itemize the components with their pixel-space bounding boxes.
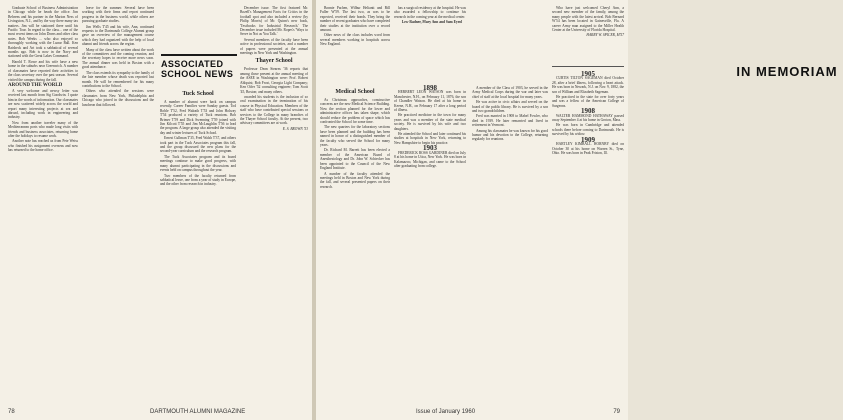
year-1905: 1905 xyxy=(581,70,595,78)
around-the-world-heading: AROUND THE WORLD xyxy=(8,82,63,88)
left-signature: E. S. BROWN '53 xyxy=(282,126,308,131)
right-col1-text: Bonnie Pachen, Wilbur Heliantt and Bill Fuller W'59. The last two, as was to be expected, received their bonds. They bring the number of recent graduates who have completed their studies at the institution over a record amount. xyxy=(320,6,390,33)
right-page-number: 79 xyxy=(613,409,620,415)
masthead-line-2: SCHOOL NEWS xyxy=(161,69,234,79)
tuck-school-heading: Tuck School xyxy=(182,91,214,97)
masthead-line-1: ASSOCIATED xyxy=(161,59,224,69)
year-1898: 1898 xyxy=(423,84,437,92)
obit-1905-text: CURTIS TILTON SAGEMAN died October 28, after a brief illness, following a heart attack. He was born in Newark, N.J. on Nov. 9, 1882, the son of William and Elizabeth Sageman. xyxy=(552,76,624,94)
associated-school-news-masthead xyxy=(161,54,237,82)
obit-1909-text: HARTLEY KIMBALL HORNBY died on October 30 at his home on Warren St., Tyne, Ohio. He was born in Peak Friston, Ill. xyxy=(552,142,624,155)
year-1909: 1909 xyxy=(581,135,595,144)
right-page xyxy=(316,0,838,420)
title-rule xyxy=(552,66,624,67)
left-col3-text: December issue. The first featured Mr. Bozell's Management Facts for Critics in the football spot and also included a review (by Philip Morris) of Mr. Quinn's new book, 'Textbooks for Industrial Research.' The December issue included Mr. Ropes's 'Ways to Serve in Not as You Talk.' xyxy=(240,6,308,37)
in-memoriam-title: IN MEMORIAM xyxy=(736,64,838,79)
left-page xyxy=(0,0,312,420)
left-column-3: Tuck School A number of alumni were back on campus recently. Career Families were Sunday guests. Tod Roble T'52, Fred Walrath T'53 and John Holway T'54 produced a variety of Tuck reunions. Bob Brimer T'59 and Dick Swenning T'59 joined with Jim Kilcott T'55 and Jim McLaughlin T'56 to lead the program. A large group also attended the visiting day and winter lectures of Tuck School. Ernest Cullman T'35, Fred Walsh T'37, and others took part in the Tuck Associates program this fall, and the group discussed the new plans for the second-year curriculum and the research program. The Tuck Associates program and its board meetings continue to make good progress, with many alumni participating in the discussions and events held on campus throughout the year. Two members of the faculty returned from sabbatical leave, one from a year of study in Europe, and the other from research in industry. xyxy=(160,91,236,187)
left-column-2: leave for the summer. Several have been working with their firms and report continued progress in the business world, while others are pursuing graduate studies. Jim Wells T'45 and his wife, Ann, continued requests to the Dartmouth College Alumni group gave an overview of the management course which they had organized with the help of local alumni and friends across the region. Many of the class have written about the work of the committees and the coming reunion, and the secretary hopes to receive more news soon. The annual dinner was held in Boston with a good attendance. The class extends its sympathy to the family of the late member whose death was reported last month. He will be remembered for his many contributions to the School. Others who attended the sessions were classmates from New York, Philadelphia and Chicago who joined in the discussions and the luncheon that followed. xyxy=(82,6,154,107)
year-1903: 1903 xyxy=(423,144,437,153)
left-column-4: December issue. The first featured Mr. Bozell's Management Facts for Critics in the football spot and also included a review (by Philip Morris) of Mr. Quinn's new book, 'Textbooks for Industrial Research.' The December issue included Mr. Ropes's 'Ways to Serve in Not as You Talk.' Several members of the faculty have been active in professional societies, and a number of papers were presented at the annual meetings in New York and Washington. Thayer School Professor Dean Stearns '36 reports that among those present at the annual meeting of the ASEE in Washington were: Prof. Robert Ahlquist; Bob Frost, Georgia Light Company; Ken Oifer '52 consulting engineer; Tom Scott '45, Boston; and many others. awarded his students is the inclusion of so oral examination in the termination of his course in Physical Education. Members of the staff who have contributed special sessions or services to the College in many branches of the Thayer School faculty. At the present, two advisory committees are at work. E. S. BROWN '53 xyxy=(240,6,308,131)
right-col2-text: Who have just welcomed Cheryl Ann, a second new member of the family, among the many people with the latest arrival. Bob Bernard W'54 has been located in Gainesville, Fla. A career Army man assigned to the Miller Health Center at the University of Florida Hospital. xyxy=(552,6,624,33)
obit-1908-text: WALTER HAMMOND HATHAWAY passed away September 4 at his home in Groton, Mass. xyxy=(552,113,624,123)
year-1908: 1908 xyxy=(581,107,595,116)
left-footer-title: DARTMOUTH ALUMNI MAGAZINE xyxy=(150,409,246,415)
obit-1898-text: HERBERT LEON WATSON was born in Manchester, N.H., on February 11, 1876, the son of Chandler Watson. He died at his home in Keene, N.H., on February 17 after a long period of illness. xyxy=(394,90,466,113)
right-column-4: 1905 CURTIS TILTON SAGEMAN died October 28, after a brief illness, following a heart attack. He was born in Newark, N.J. on Nov. 9, 1882, the son of William and Elizabeth Sageman. He practiced in the state for over forty years and was a fellow of the American College of Surgeons. 1908 WALTER HAMMOND HATHAWAY passed away September 4 at his home in Groton, Mass. He was born in Cambridge and attended schools there before coming to Dartmouth. He is survived by his widow. 1909 HARTLEY KIMBALL HORNBY died on October 30 at his home on Warren St., Tyne, Ohio. He was born in Peak Friston, Ill. xyxy=(552,70,624,155)
right-column-2: 1898 HERBERT LEON WATSON was born in Manchester, N.H., on February 11, 1876, the son of Chandler Watson. He died at his home in Keene, N.H., on February 17 after a long period of illness. He practiced medicine in the town for many years and was a member of the state medical society. He is survived by his wife and two daughters. He attended the School and later continued his studies at hospitals in New York, returning to New Hampshire to begin his practice. 1903 FREDERICK ROSS GARDINER died on July 8 at his home in Utica, New York. He was born in Kalamazoo, Michigan, and came to the School after graduating from college. xyxy=(394,84,466,168)
left-column-1: Graduate School of Business Administration in Chicago while he heads the office. Jim Behrens and his partner in the Marion Ness of Livingston, N.J., and by the way there many tax matters. Jim will be stationed there until his Pacific Tour. In regard to the class... one of the most recent items on John Dorns and other class notes. Bob Weeks ... who also enjoyed so thoroughly working with the Lunar Ball. Ken Raisbeck and Art took a sabbatical of several months ago. Bob is now in the Navy and stationed with the Great Lakes Command. Harold T. Rowe and his wife have a new home in the suburbs near Greenwich. A number of classmates have reported their activities to the class secretary over the past season. Several visited the campus during the fall. AROUND THE WORLD A very welcome and newsy letter was received last month from Sig Goodwin. I quote him in the words of information. Our classmates are now scattered widely across the world and report many interesting projects at sea and abroad, including work in engineering and industry. Now from another traveler many of the Mediterranean ports who made long visits with friends and business associates, returning home after the holidays to resume work. Another note has reached us from Pete Weiss who finished his assignment overseas and now has returned to the home office. xyxy=(8,6,78,153)
right-column-3: A member of the Class of 1903, he served in the Army Medical Corps during the war and later was chief of staff at the local hospital for many years. He was active in civic affairs and served on the board of the public library. He is survived by a son and two grandchildren. Fred was married in 1908 to Mabel Fowler, who died in 1939. He later remarried and lived in retirement in Vermont. Among his classmates he was known for his good humor and his devotion to the College, returning regularly for reunions. xyxy=(472,86,548,142)
right-column-1-top: Bonnie Pachen, Wilbur Heliantt and Bill Fuller W'59. The last two, as was to be expected, received their bonds. They bring the number of recent graduates who have completed their studies at the institution over a record amount. Other news of the class includes word from several members working in hospitals across New England. xyxy=(320,6,390,47)
right-column-2-top: has a surgical residency at the hospital. He was also awarded a fellowship to continue his research in the coming year at the medical center. Lew Radner, Mary Ann and Sam Eyrol xyxy=(394,6,466,25)
tuck-text: A number of alumni were back on campus recently. Career Families were Sunday guests. Tod Roble T'52, Fred Walrath T'53 and John Holway T'54 produced a variety of Tuck reunions. Bob Brimer T'59 and Dick Swenning T'59 joined with Jim Kilcott T'55 and Jim McLaughlin T'56 to lead the program. A large group also attended the visiting day and winter lectures of Tuck School. xyxy=(160,100,236,135)
right-column-1: Medical School As Christmas approaches, constructive concerns are the new Medical Science Building. Now the section planned for the lower and administrative offices has taken shape, which should reduce the problem of space which has confronted the School for some time. The new quarters for the laboratory sections have been planned and the building has been named in honor of a distinguished member of the faculty who served the School for many years. Dr. Richard M. Barrett has been elected a member of the American Board of Anesthesiology and Dr. John W. Schiecker has been appointed to the Council of the New England Institute. A number of the faculty attended the meetings held in Boston and New York during the fall, and several presented papers on their research. xyxy=(320,89,390,189)
left-col4-text: awarded his students is the inclusion of so oral examination in the termination of his course in Physical Education. Members of the staff who have contributed special sessions or services to the College in many branches of the Thayer School faculty. At the present, two advisory committees are at work. xyxy=(240,94,308,126)
medical-text: As Christmas approaches, constructive concerns are the new Medical Science Building. Now the section planned for the lower and administrative offices has taken shape, which should reduce the problem of space which has confronted the School for some time. xyxy=(320,98,390,125)
right-signature: HARRY W. SPICER, M'57 xyxy=(586,33,624,38)
thayer-school-heading: Thayer School xyxy=(255,58,293,65)
thayer-text: Professor Dean Stearns '36 reports that among those present at the annual meeting of the ASEE in Washington were: Prof. Robert Ahlquist; Bob Frost, Georgia Light Company; Ken Oifer '52 consulting engineer; Tom Scott '45, Boston; and many others. xyxy=(240,67,308,94)
left-col1-text: Graduate School of Business Administration in Chicago while he heads the office. Jim Behrens and his partner in the Marion Ness of Livingston, N.J., and by the way there many tax matters. Jim will be stationed there until his Pacific Tour. In regard to the class... one of the most recent items on John Dorns and other class notes. Bob Weeks ... who also enjoyed so thoroughly working with the Lunar Ball. Ken Raisbeck and Art took a sabbatical of several months ago. Bob is now in the Navy and stationed with the Great Lakes Command. xyxy=(8,6,78,59)
right-footer-issue: Issue of January 1960 xyxy=(416,409,476,415)
medical-school-heading: Medical School xyxy=(335,89,375,95)
right-column-4-top xyxy=(552,6,624,70)
left-page-number: 78 xyxy=(8,409,15,415)
